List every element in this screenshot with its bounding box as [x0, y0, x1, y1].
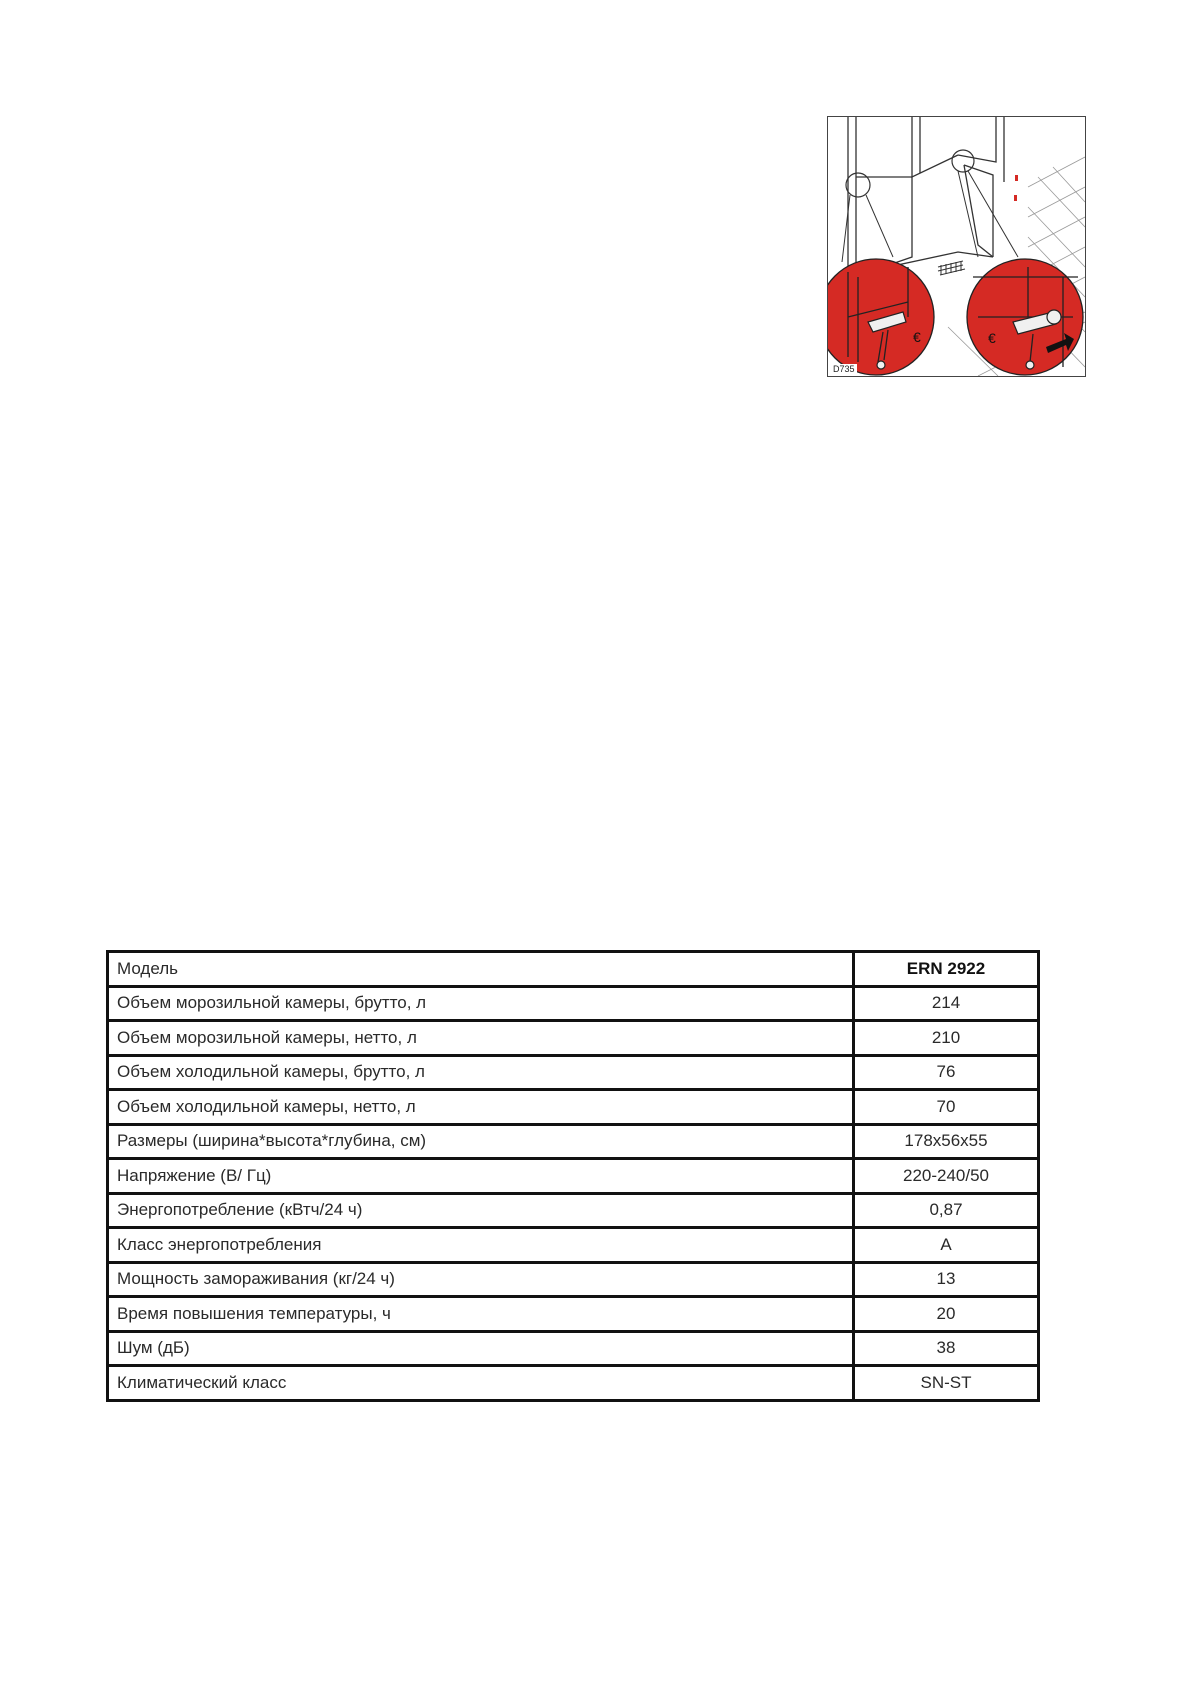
table-header-row [108, 952, 1039, 987]
spec-value: 76 [854, 1055, 1039, 1090]
cabinet-outline-drawing [848, 117, 1004, 282]
table-row [108, 1124, 1039, 1159]
spec-value: SN-ST [854, 1366, 1039, 1401]
table-row [108, 1331, 1039, 1366]
table-row [108, 1193, 1039, 1228]
specifications-table [106, 950, 1040, 1402]
table-row [108, 986, 1039, 1021]
spec-value: 13 [854, 1262, 1039, 1297]
table-row [108, 1090, 1039, 1125]
spec-value: 220-240/50 [854, 1159, 1039, 1194]
spec-label: Класс энергопотребления [108, 1228, 854, 1263]
spec-label: Объем холодильной камеры, брутто, л [108, 1055, 854, 1090]
spec-value: 70 [854, 1090, 1039, 1125]
spec-value: A [854, 1228, 1039, 1263]
table-row [108, 1021, 1039, 1056]
spec-label: Климатический класс [108, 1366, 854, 1401]
spec-label: Объем морозильной камеры, нетто, л [108, 1021, 854, 1056]
figure-code: D735 [833, 364, 855, 374]
svg-text:€: € [913, 329, 921, 345]
spec-value: 178x56x55 [854, 1124, 1039, 1159]
left-detail-magnifier [828, 259, 934, 375]
spec-label: Напряжение (В/ Гц) [108, 1159, 854, 1194]
right-detail-magnifier [967, 259, 1083, 375]
vent-grille-drawing [938, 261, 965, 275]
header-model: ERN 2922 [854, 952, 1039, 987]
header-label: Модель [108, 952, 854, 987]
spec-label: Энергопотребление (кВтч/24 ч) [108, 1193, 854, 1228]
table-row [108, 1055, 1039, 1090]
spec-value: 214 [854, 986, 1039, 1021]
spec-value: 0,87 [854, 1193, 1039, 1228]
spec-label: Мощность замораживания (кг/24 ч) [108, 1262, 854, 1297]
table-row [108, 1366, 1039, 1401]
table-row [108, 1228, 1039, 1263]
spec-value: 210 [854, 1021, 1039, 1056]
spec-label: Размеры (ширина*высота*глубина, см) [108, 1124, 854, 1159]
table-row [108, 1159, 1039, 1194]
installation-illustration [827, 116, 1086, 377]
table-row [108, 1297, 1039, 1332]
table-row [108, 1262, 1039, 1297]
spec-value: 20 [854, 1297, 1039, 1332]
spec-label: Объем холодильной камеры, нетто, л [108, 1090, 854, 1125]
svg-text:€: € [988, 330, 996, 346]
fridge-installation-drawing [828, 117, 1085, 376]
spec-label: Объем морозильной камеры, брутто, л [108, 986, 854, 1021]
spec-value: 38 [854, 1331, 1039, 1366]
spec-label: Шум (дБ) [108, 1331, 854, 1366]
spec-label: Время повышения температуры, ч [108, 1297, 854, 1332]
